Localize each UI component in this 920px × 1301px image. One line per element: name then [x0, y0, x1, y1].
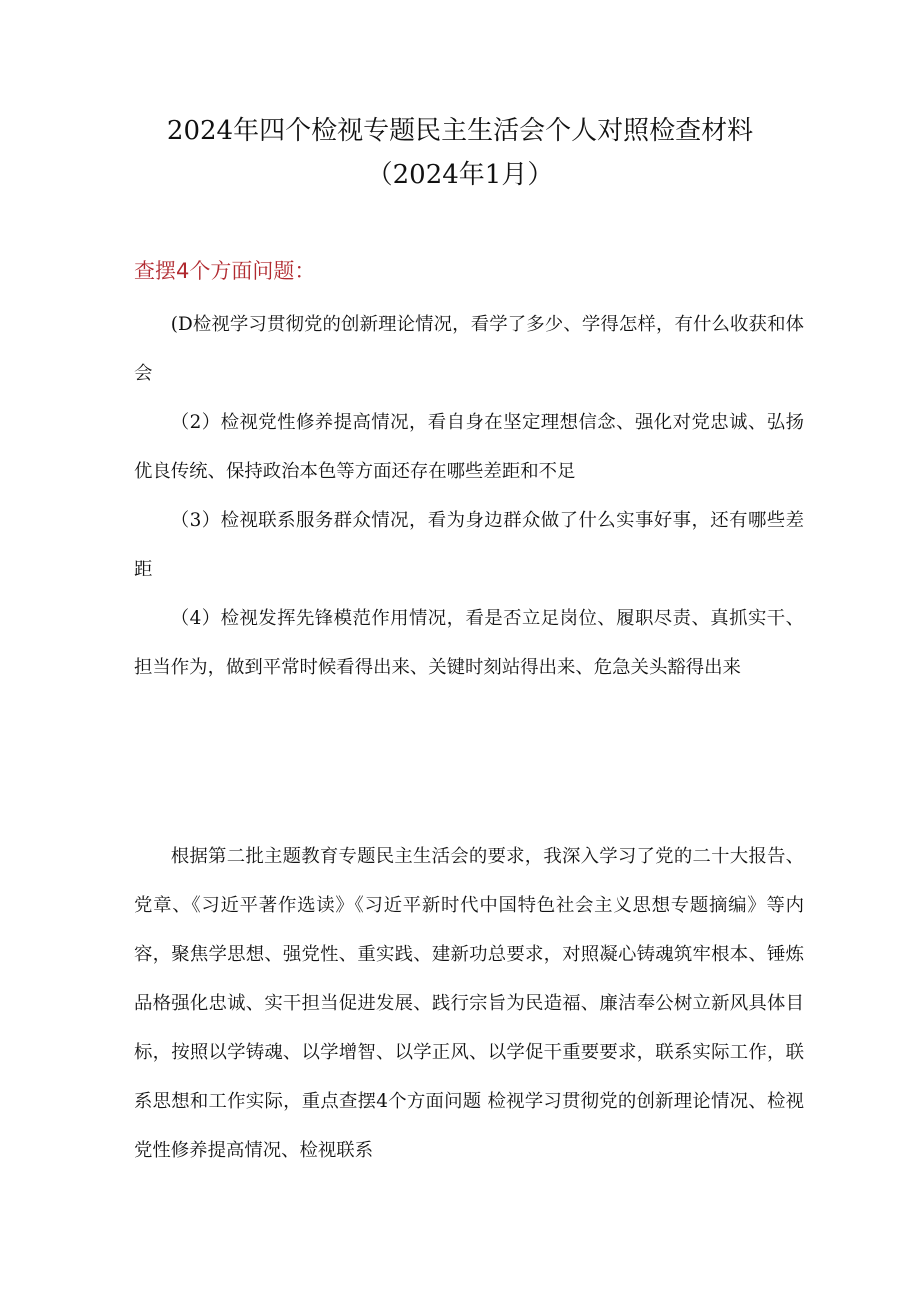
body-paragraph: 根据第二批主题教育专题民主生活会的要求，我深入学习了党的二十大报告、党章、《习近平著作选读》《习近平新时代中国特色社会主义思想专题摘编》等内容，聚焦学思想、强党性、重实践、建新功总要求，对照凝心铸魂筑牢根本、锤炼品格强化忠诚、实干担当促进发展、践行宗旨为民造福、廉洁奉公树立新风具体目标，按照以学铸魂、以学增智、以学正风、以学促干重要要求，联系实际工作，联系思想和工作实际，重点查摆4个方面问题 检视学习贯彻党的创新理论情况、检视党性修养提高情况、检视联系 — [134, 846, 804, 1161]
document-title: 2024年四个检视专题民主生活会个人对照检查材料 — [166, 116, 754, 146]
document-date: （2024年1月） — [366, 160, 554, 190]
section-heading: 查摆4个方面问题： — [134, 259, 316, 283]
issue-item-3: （3）检视联系服务群众情况，看为身边群众做了什么实事好事，还有哪些差距 — [134, 510, 804, 580]
issue-item-1: (D检视学习贯彻党的创新理论情况，看学了多少、学得怎样，有什么收获和体会 — [134, 314, 804, 384]
issue-item-2: （2）检视党性修养提高情况，看自身在坚定理想信念、强化对党忠诚、弘扬优良传统、保持政治本色等方面还存在哪些差距和不足 — [134, 412, 804, 482]
issue-item-4: （4）检视发挥先锋模范作用情况，看是否立足岗位、履职尽责、真抓实干、担当作为，做到平常时候看得出来、关键时刻站得出来、危急关头豁得出来 — [134, 608, 804, 678]
